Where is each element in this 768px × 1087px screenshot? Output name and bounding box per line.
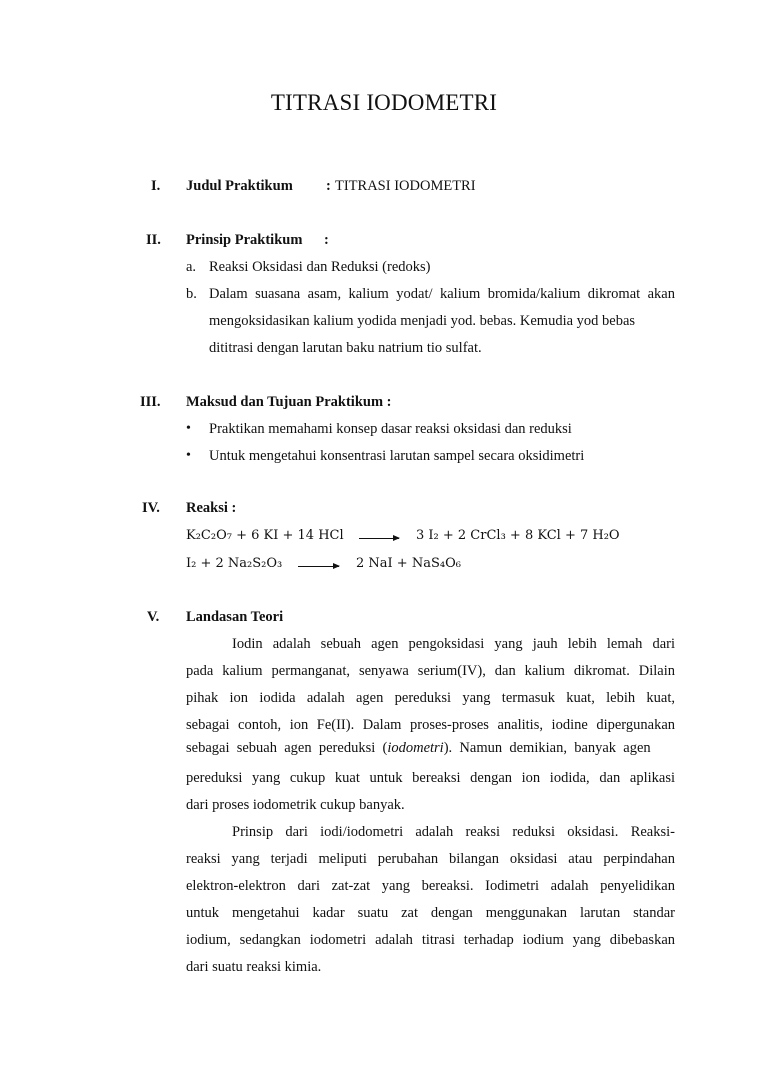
section-5-heading: Landasan Teori xyxy=(186,609,284,625)
list-item-a: Reaksi Oksidasi dan Reduksi (redoks) xyxy=(209,259,431,275)
section-2-colon: : xyxy=(324,232,329,248)
list-label-a: a. xyxy=(186,259,197,275)
bullet-icon: • xyxy=(186,421,191,436)
reaction-2-reactants: I₂ + 2 Na₂S₂O₃ xyxy=(186,556,283,571)
paragraph-1-line-5 xyxy=(186,740,675,757)
reaction-arrow-icon xyxy=(298,566,339,567)
section-3-number: III. xyxy=(140,394,161,410)
line-5-part-a: sebagai sebuah agen pereduksi ( xyxy=(186,740,388,756)
paragraph-1-line-2: pada kalium permanganat, senyawa serium(IV), dan kalium dikromat. Dilain xyxy=(186,663,675,679)
reaction-arrow-icon xyxy=(359,538,399,539)
paragraph-1-line-1: Iodin adalah sebuah agen pengoksidasi yang jauh lebih lemah dari xyxy=(232,636,675,652)
section-1-number: I. xyxy=(151,178,161,194)
section-4-number: IV. xyxy=(142,500,160,516)
bullet-item-2: Untuk mengetahui konsentrasi larutan sampel secara oksidimetri xyxy=(209,448,585,464)
paragraph-1-line-4: sebagai contoh, ion Fe(II). Dalam proses-proses analitis, iodine dipergunakan xyxy=(186,717,675,733)
paragraph-2-line-6: dari suatu reaksi kimia. xyxy=(186,959,322,975)
paragraph-2-line-1: Prinsip dari iodi/iodometri adalah reaksi reduksi oksidasi. Reaksi- xyxy=(232,824,675,840)
section-3-heading: Maksud dan Tujuan Praktikum : xyxy=(186,394,392,410)
section-4-heading: Reaksi : xyxy=(186,500,237,516)
paragraph-2-line-2: reaksi yang terjadi meliputi perubahan bilangan oksidasi atau perpindahan xyxy=(186,851,675,867)
page-title: TITRASI IODOMETRI xyxy=(270,90,498,115)
reaction-1-products: 3 I₂ + 2 CrCl₃ + 8 KCl + 7 H₂O xyxy=(416,528,620,543)
section-5-number: V. xyxy=(147,609,160,625)
bullet-item-1: Praktikan memahami konsep dasar reaksi oksidasi dan reduksi xyxy=(209,421,572,437)
line-5-part-c: ). Namun demikian, banyak agen xyxy=(443,740,651,756)
list-label-b: b. xyxy=(186,286,197,302)
list-item-b-line-2: mengoksidasikan kalium yodida menjadi yod. bebas. Kemudia yod bebas xyxy=(209,313,636,329)
paragraph-2-line-4: untuk mengetahui kadar suatu zat dengan menggunakan larutan standar xyxy=(186,905,675,921)
paragraph-1-line-7: dari proses iodometrik cukup banyak. xyxy=(186,797,405,813)
reaction-2-products: 2 NaI + NaS₄O₆ xyxy=(356,556,461,571)
paragraph-2-line-5: iodium, sedangkan iodometri adalah titrasi terhadap iodium yang dibebaskan xyxy=(186,932,675,948)
paragraph-1-line-6: pereduksi yang cukup kuat untuk bereaksi dengan ion iodida, dan aplikasi xyxy=(186,770,675,786)
section-1-value: TITRASI IODOMETRI xyxy=(335,178,476,194)
list-item-b-line-3: dititrasi dengan larutan baku natrium tio sulfat. xyxy=(209,340,482,356)
reaction-1-reactants: K₂C₂O₇ + 6 KI + 14 HCl xyxy=(186,528,344,543)
bullet-icon: • xyxy=(186,448,191,463)
paragraph-2-line-3: elektron-elektron dari zat-zat yang bereaksi. Iodimetri adalah penyelidikan xyxy=(186,878,675,894)
line-5-italic-term: iodometri xyxy=(387,740,444,756)
paragraph-1-line-3: pihak ion iodida adalah agen pereduksi yang termasuk kuat, lebih kuat, xyxy=(186,690,675,706)
list-item-b-line-1: Dalam suasana asam, kalium yodat/ kalium bromida/kalium dikromat akan xyxy=(209,286,675,302)
section-1-colon: : xyxy=(326,178,331,194)
section-2-number: II. xyxy=(146,232,161,248)
section-1-heading: Judul Praktikum xyxy=(186,178,293,194)
section-2-heading: Prinsip Praktikum xyxy=(186,232,303,248)
